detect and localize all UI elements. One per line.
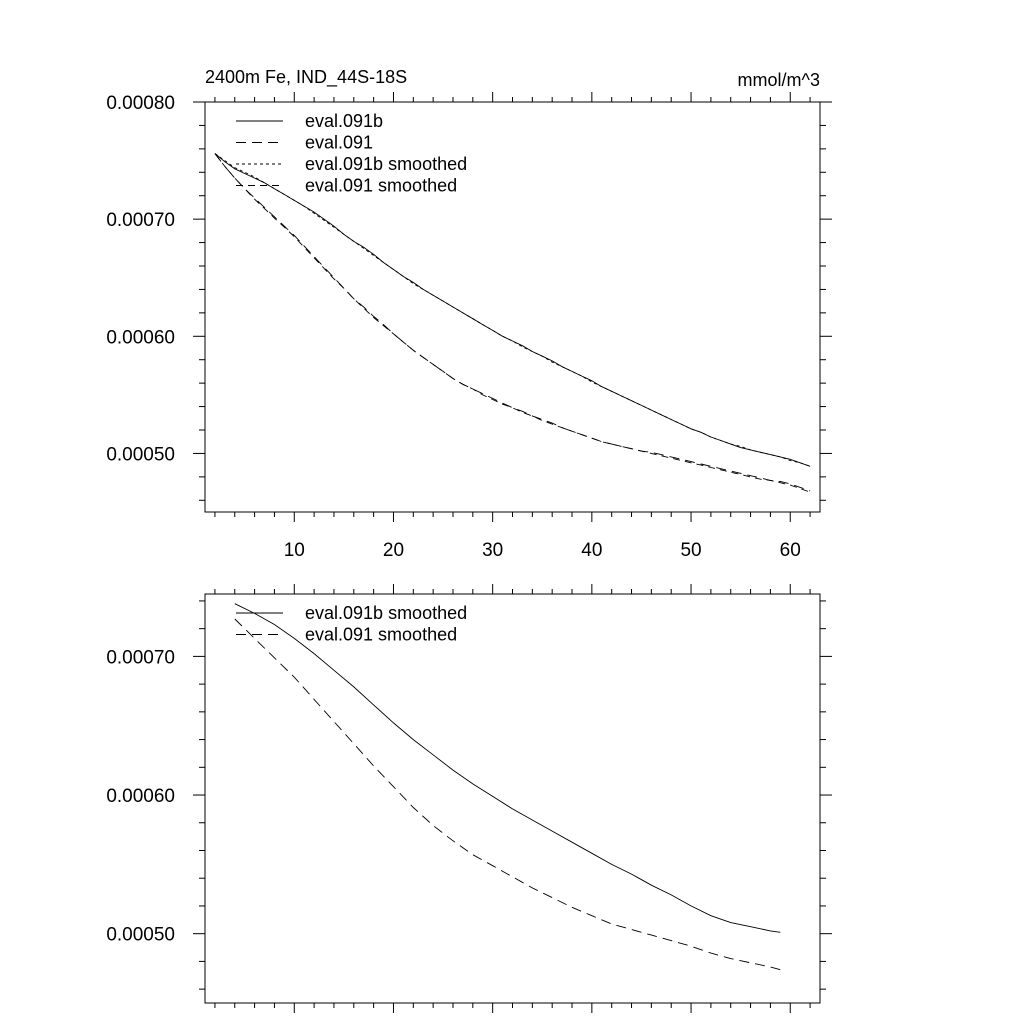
series-line-eval-091-smoothed bbox=[235, 619, 781, 970]
x-tick-label: 50 bbox=[680, 540, 702, 561]
y-tick-label: 0.00070 bbox=[106, 210, 175, 232]
x-tick-label: 60 bbox=[779, 540, 801, 561]
y-tick-label: 0.00060 bbox=[106, 786, 175, 808]
plot-frame-1 bbox=[205, 102, 820, 512]
y-tick-label: 0.00080 bbox=[106, 93, 175, 114]
x-tick-label: 30 bbox=[482, 540, 504, 561]
legend-label: eval.091 bbox=[305, 132, 374, 153]
x-tick-label: 40 bbox=[581, 540, 603, 561]
chart-units: mmol/m^3 bbox=[737, 70, 820, 90]
legend-label: eval.091 smoothed bbox=[305, 624, 458, 645]
series-line-eval-091b-smoothed bbox=[235, 604, 781, 933]
plot-frame-2 bbox=[205, 594, 820, 1003]
series-line-eval-091-smoothed bbox=[215, 154, 810, 493]
y-tick-label: 0.00070 bbox=[106, 647, 175, 669]
x-tick-label: 10 bbox=[283, 540, 305, 561]
legend-label: eval.091b smoothed bbox=[305, 154, 468, 174]
y-tick-label: 0.00060 bbox=[106, 327, 175, 349]
chart-title: 2400m Fe, IND_44S-18S bbox=[205, 67, 408, 87]
legend-label: eval.091b smoothed bbox=[305, 603, 468, 623]
series-line-eval-091b bbox=[215, 154, 810, 467]
legend-label: eval.091b bbox=[305, 111, 384, 131]
series-line-eval-091b-smoothed bbox=[215, 154, 810, 467]
y-tick-label: 0.00050 bbox=[106, 924, 175, 946]
legend-label: eval.091 smoothed bbox=[305, 175, 458, 196]
x-tick-label: 20 bbox=[382, 540, 405, 561]
y-tick-label: 0.00050 bbox=[106, 444, 175, 466]
